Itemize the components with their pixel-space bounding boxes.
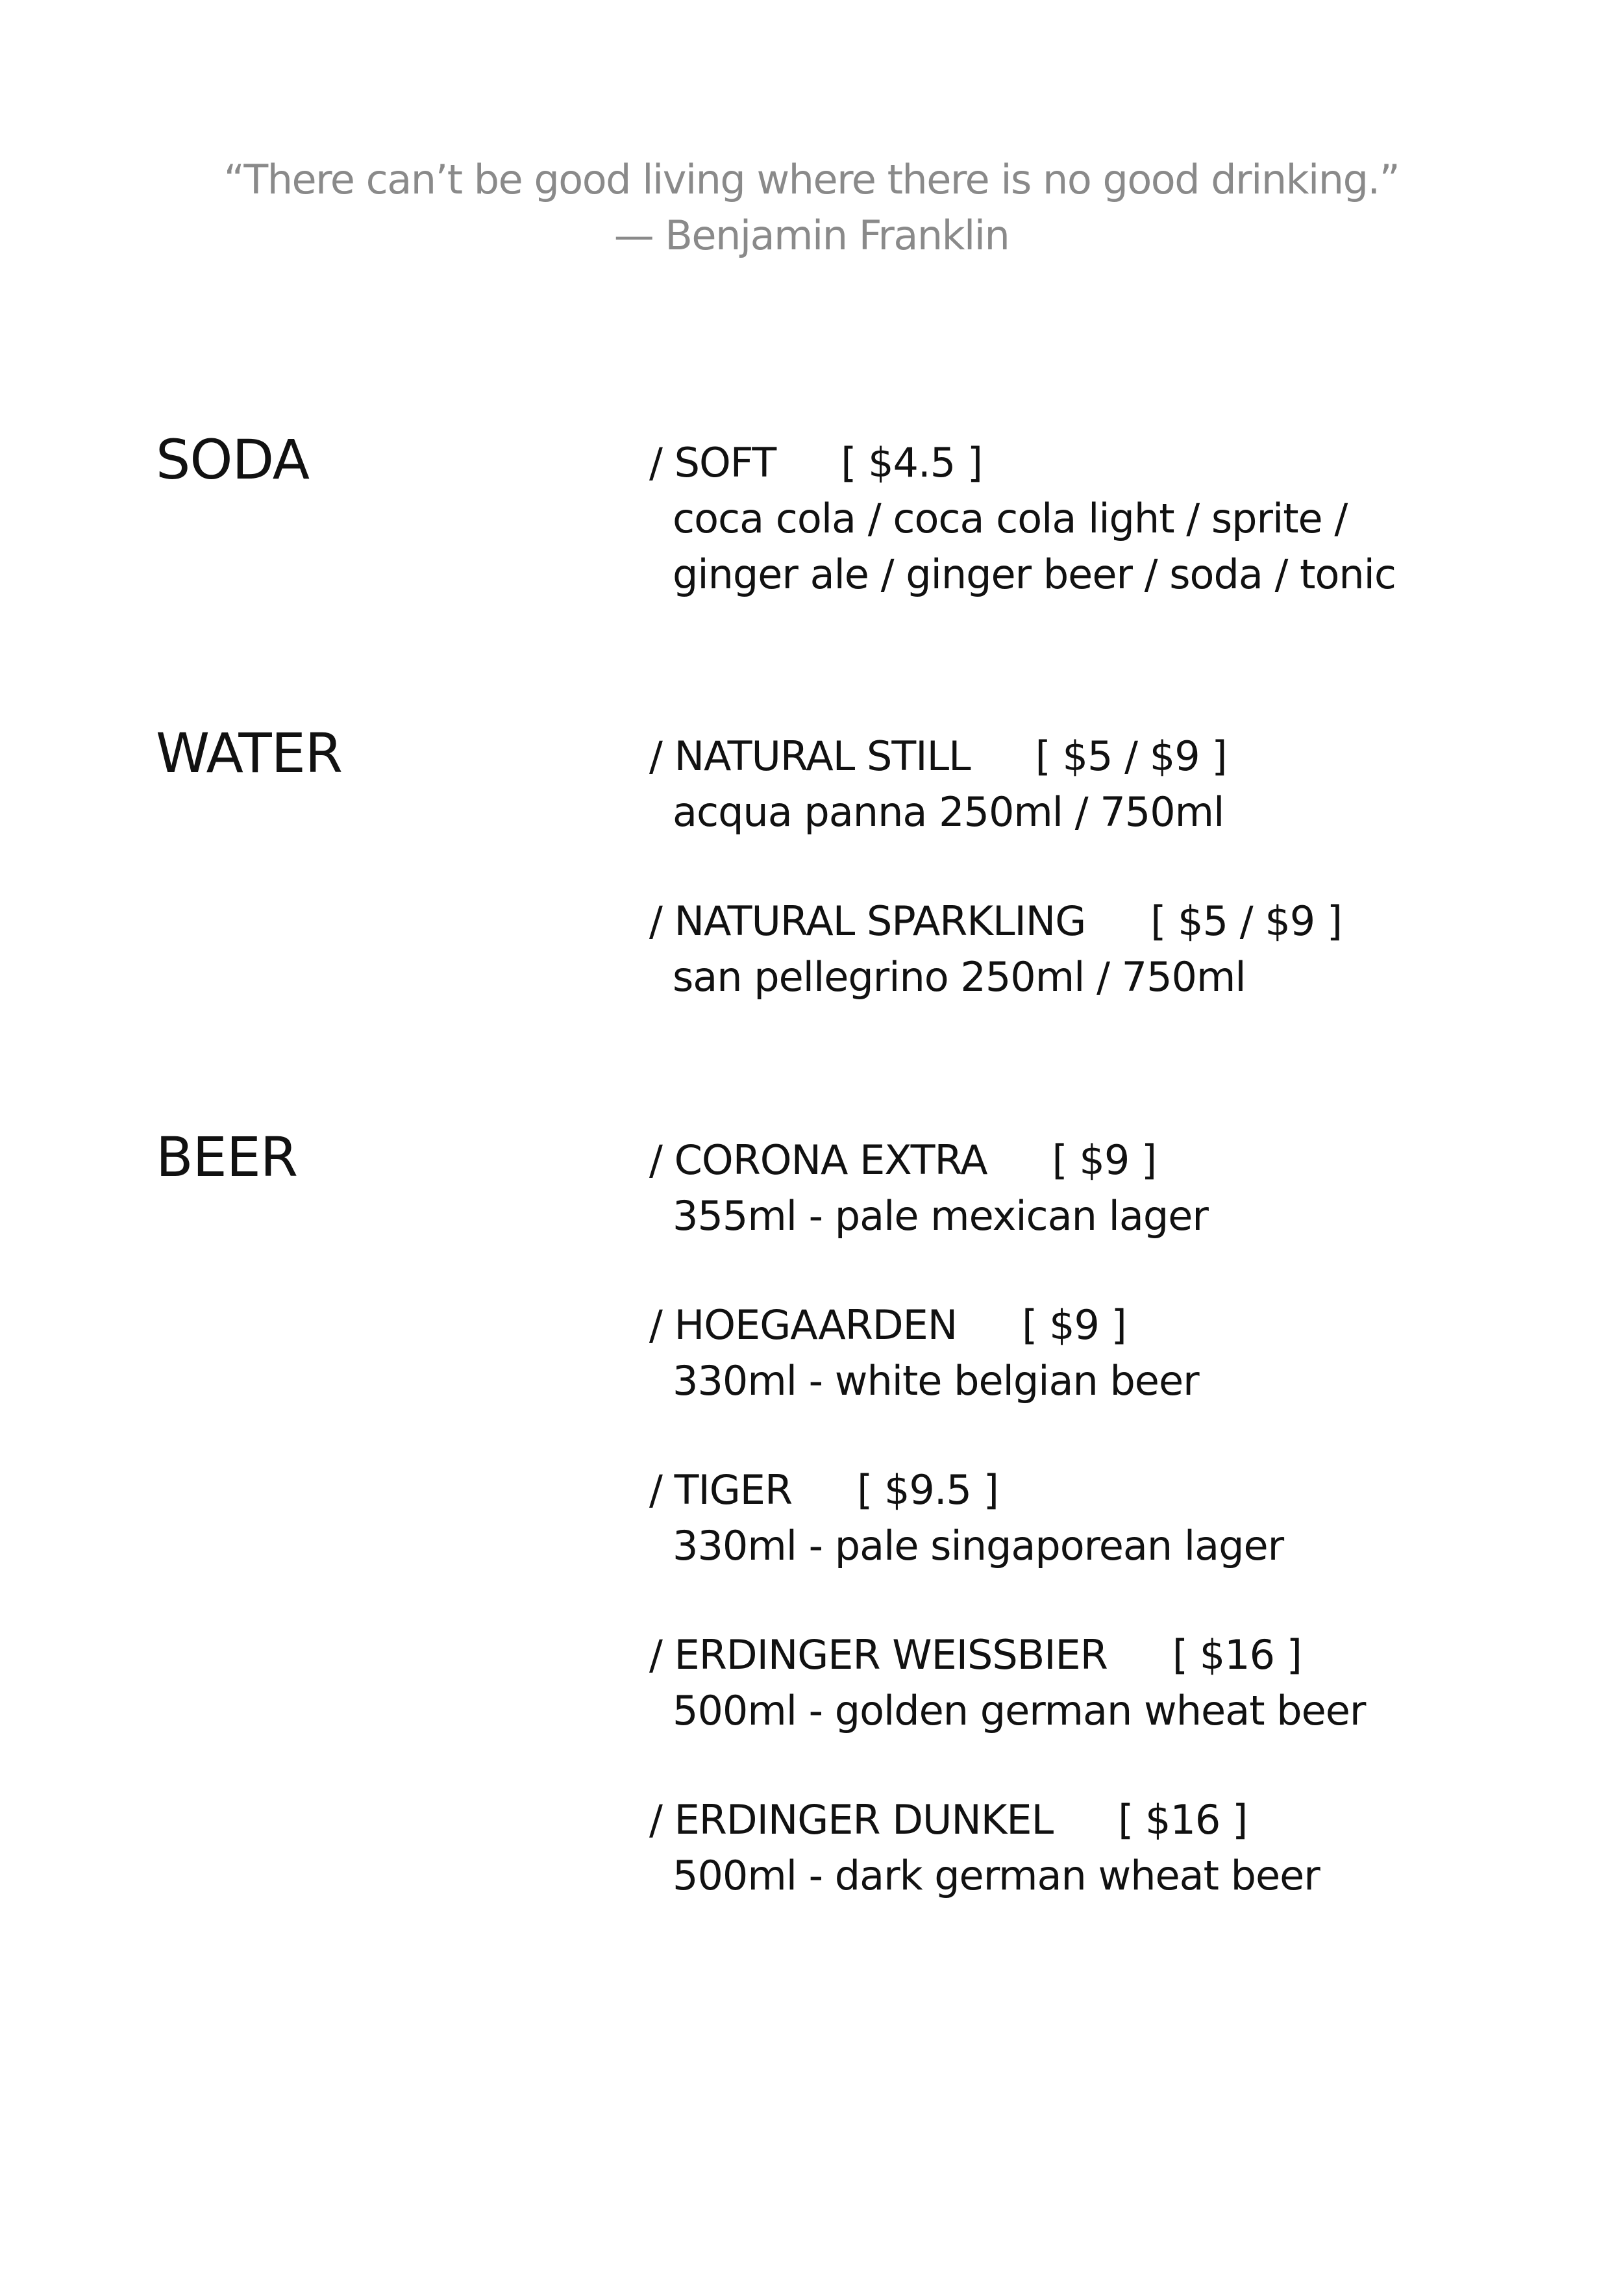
item-list xyxy=(649,729,1493,1005)
item-price: [ $16 ] xyxy=(1172,1631,1302,1678)
item-name: / NATURAL STILL xyxy=(649,732,971,780)
menu-item-natural-sparkling xyxy=(649,893,1493,1005)
item-name: / CORONA EXTRA xyxy=(649,1136,987,1184)
quote-block xyxy=(0,152,1623,264)
menu-item-erdinger-dunkel xyxy=(649,1792,1493,1904)
menu-item-corona-extra xyxy=(649,1132,1493,1244)
section-title: SODA xyxy=(156,428,310,492)
menu-item-hoegaarden xyxy=(649,1297,1493,1409)
item-description: ginger ale / ginger beer / soda / tonic xyxy=(673,551,1396,598)
item-header xyxy=(649,1297,1493,1353)
item-header xyxy=(649,435,1493,491)
section-title: WATER xyxy=(156,721,343,785)
item-description: 330ml - white belgian beer xyxy=(673,1357,1199,1404)
item-name: / HOEGAARDEN xyxy=(649,1301,958,1349)
item-name: / NATURAL SPARKLING xyxy=(649,897,1086,945)
item-description: 355ml - pale mexican lager xyxy=(673,1192,1208,1240)
item-price: [ $16 ] xyxy=(1118,1796,1248,1843)
item-name: / ERDINGER DUNKEL xyxy=(649,1796,1054,1843)
item-header xyxy=(649,1627,1493,1683)
item-price: [ $9 ] xyxy=(1022,1301,1126,1349)
item-description: 500ml - golden german wheat beer xyxy=(673,1687,1366,1734)
item-name: / SOFT xyxy=(649,439,776,486)
item-description: acqua panna 250ml / 750ml xyxy=(673,788,1224,836)
item-header xyxy=(649,1792,1493,1848)
quote-author: — Benjamin Franklin xyxy=(613,212,1010,259)
item-price: [ $5 / $9 ] xyxy=(1150,897,1343,945)
item-price: [ $4.5 ] xyxy=(841,439,983,486)
item-description: 330ml - pale singaporean lager xyxy=(673,1522,1284,1569)
item-price: [ $9 ] xyxy=(1052,1136,1157,1184)
item-description: san pellegrino 250ml / 750ml xyxy=(673,953,1246,1001)
section-title: BEER xyxy=(156,1125,298,1189)
item-price: [ $5 / $9 ] xyxy=(1035,732,1227,780)
item-price: [ $9.5 ] xyxy=(857,1466,998,1514)
item-header xyxy=(649,1132,1493,1188)
item-description: coca cola / coca cola light / sprite / xyxy=(673,495,1348,542)
menu-item-tiger xyxy=(649,1462,1493,1574)
item-header xyxy=(649,893,1493,949)
menu-item-soft xyxy=(649,435,1493,603)
quote-text: “There can’t be good living where there is no good drinking.” xyxy=(223,156,1400,203)
item-header xyxy=(649,729,1493,784)
item-list xyxy=(649,1132,1493,1904)
item-name: / TIGER xyxy=(649,1466,793,1514)
item-list xyxy=(649,435,1493,603)
item-description: 500ml - dark german wheat beer xyxy=(673,1852,1320,1899)
item-name: / ERDINGER WEISSBIER xyxy=(649,1631,1108,1678)
item-header xyxy=(649,1462,1493,1518)
menu-item-erdinger-weissbier xyxy=(649,1627,1493,1739)
menu-item-natural-still xyxy=(649,729,1493,840)
